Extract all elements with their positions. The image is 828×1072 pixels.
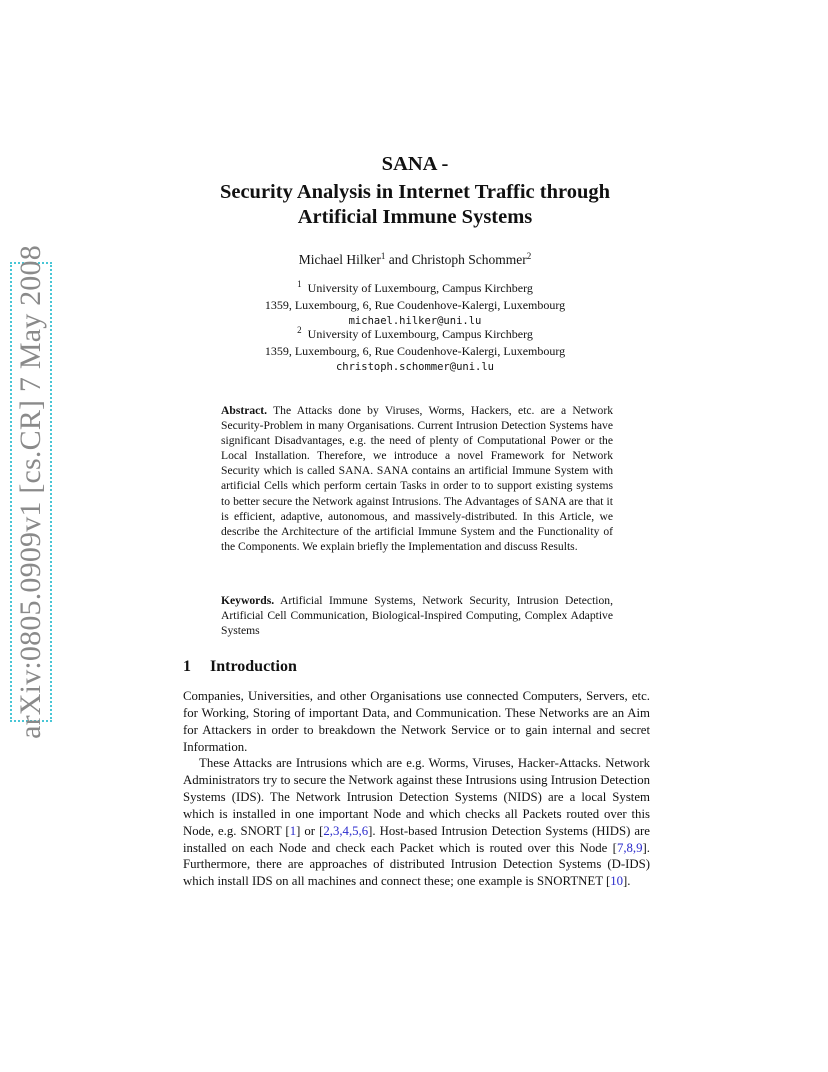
- section-title: Introduction: [210, 658, 297, 675]
- arxiv-identifier-stamp: [10, 245, 52, 739]
- title-line-3: Artificial Immune Systems: [297, 206, 533, 228]
- body-paragraph: [183, 755, 650, 890]
- keywords: [221, 593, 613, 638]
- affiliation-address: 1359, Luxembourg, 6, Rue Coudenhove-Kalergi, Luxembourg: [264, 297, 566, 312]
- section-number: 1: [183, 658, 191, 675]
- keywords-text: Artificial Immune Systems, Network Security, Intrusion Detection, Artificial Cell Communication, Biological-Inspired Computing, Complex Adaptive Systems: [221, 594, 614, 638]
- affiliation-line: [150, 280, 680, 297]
- paragraph-text: ].: [623, 874, 631, 889]
- abstract-text: The Attacks done by Viruses, Worms, Hackers, etc. are a Network Security-Problem in many Organisations. Current Intrusion Detection Systems have significant Disadvantages, e.g. the need of plenty of Computational Power or the Local Installation. Therefore, we introduce a novel Framework for Network Security which is called SANA. SANA contains an artificial Immune System with artificial Cells which perform certain Tasks in order to to support existing systems to better secure the Network against Intrusions. The Advantages of SANA are that it is efficient, adaptive, autonomous, and massively-distributed. In this Article, we describe the Architecture of the artificial Immune System and the Functionality of the Components. We explain briefly the Implementation and discuss Results.: [221, 404, 613, 553]
- author-name: Christoph Schommer: [411, 252, 527, 267]
- author-list: [150, 252, 680, 268]
- affiliation-block: [150, 326, 680, 376]
- affiliation-mark: 1: [297, 279, 302, 289]
- citation-link[interactable]: 10: [610, 874, 624, 889]
- affiliation-institution: University of Luxembourg, Campus Kirchberg: [307, 327, 533, 341]
- abstract: [221, 403, 613, 554]
- affiliation-email: christoph.schommer@uni.lu: [335, 361, 495, 373]
- affiliation-address: 1359, Luxembourg, 6, Rue Coudenhove-Kalergi, Luxembourg: [264, 343, 566, 358]
- title-line-1: SANA -: [381, 153, 449, 175]
- title-line-2: Security Analysis in Internet Traffic through: [219, 181, 611, 203]
- citation-link[interactable]: 7,8,9: [616, 840, 643, 855]
- body-paragraph: Companies, Universities, and other Organisations use connected Computers, Servers, etc. for Working, Storing of important Data, and Communication. These Networks are an Aim for Attackers in order to breakdown the Network Service or to gain internal and secret Information.: [183, 689, 650, 754]
- affiliation-mark: 2: [526, 251, 532, 261]
- affiliation-mark: 1: [380, 251, 386, 261]
- abstract-label: Abstract.: [221, 404, 268, 417]
- paragraph-text: ] or [: [296, 823, 324, 838]
- affiliation-block: [150, 280, 680, 330]
- citation-link[interactable]: 2,3,4,5,6: [323, 823, 369, 838]
- paragraph-text: ]. Furthermore, there are approaches of distributed Intrusion Detection Systems (D-IDS) which install IDS on all machines and connect these; one example is SNORTNET [: [183, 840, 650, 889]
- arxiv-identifier-text: arXiv:0805.0909v1 [cs.CR] 7 May 2008: [14, 245, 47, 739]
- paragraph-text: ]. Host-based Intrusion Detection Systems (HIDS) are installed on each Node and check each Packet which is routed over this Node [: [183, 823, 650, 855]
- keywords-label: Keywords.: [221, 594, 275, 607]
- affiliation-mark: 2: [297, 325, 302, 335]
- section-heading: [183, 658, 297, 676]
- affiliation-line: [150, 326, 680, 343]
- paragraph-text: These Attacks are Intrusions which are e.g. Worms, Viruses, Hacker-Attacks. Network Administrators try to secure the Network against these Intrusions using Intrusion Detection Systems (IDS). The Network Intrusion Detection Systems (NIDS) are a local System which is installed in one important Node and which checks all Packets routed over this Node, e.g. SNORT [: [183, 756, 650, 838]
- affiliation-institution: University of Luxembourg, Campus Kirchberg: [307, 281, 533, 295]
- author-name: Michael Hilker: [298, 252, 381, 267]
- author-conjunction: and: [385, 252, 412, 267]
- citation-link[interactable]: 1: [289, 823, 297, 838]
- affiliation-email: michael.hilker@uni.lu: [348, 315, 482, 327]
